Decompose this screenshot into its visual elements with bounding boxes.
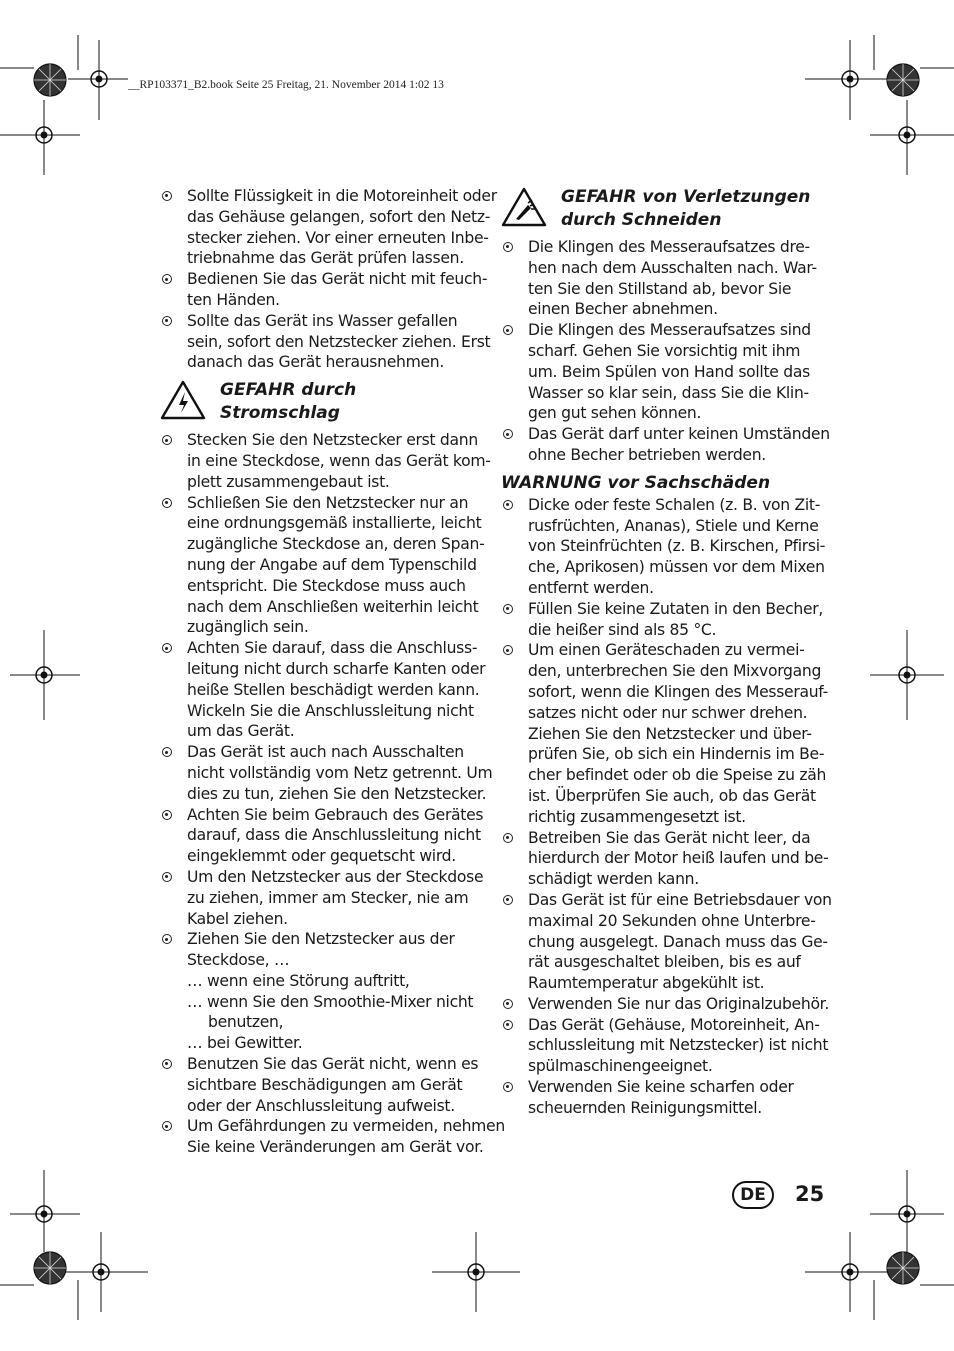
text-line: stecker ziehen. Vor einer erneuten Inbe- bbox=[187, 228, 489, 247]
text-line: Dicke oder feste Schalen (z. B. von Zit- bbox=[528, 495, 821, 514]
list-item bbox=[501, 1015, 829, 1077]
bullet-icon bbox=[162, 498, 172, 508]
text-line: entspricht. Die Steckdose muss auch bbox=[187, 576, 466, 595]
list-item bbox=[160, 1116, 505, 1158]
text-line: Sollte Flüssigkeit in die Motoreinheit oder bbox=[187, 187, 497, 205]
text-line: Wickeln Sie die Anschlussleitung nicht bbox=[187, 701, 474, 720]
text-line: um das Gerät. bbox=[187, 722, 295, 741]
text-line: Stecken Sie den Netzstecker erst dann bbox=[187, 431, 478, 450]
list-item bbox=[160, 638, 485, 742]
text-line: eine ordnungsgemäß installierte, leicht bbox=[187, 514, 482, 533]
text-line: heiße Stellen beschädigt werden kann. bbox=[187, 680, 480, 699]
text-line: ten Sie den Stillstand ab, bevor Sie bbox=[528, 279, 792, 298]
text-line: Ziehen Sie den Netzstecker und über- bbox=[528, 724, 812, 743]
list-item bbox=[160, 493, 485, 639]
text-line: Um einen Geräteschaden zu vermei- bbox=[528, 641, 805, 660]
list-item bbox=[501, 890, 832, 994]
text-line: Das Gerät darf unter keinen Umständen bbox=[528, 425, 830, 444]
text-line: zu ziehen, immer am Stecker, nie am bbox=[187, 888, 469, 907]
text-line: Benutzen Sie das Gerät nicht, wenn es bbox=[187, 1055, 479, 1074]
bullet-icon bbox=[162, 934, 172, 944]
list-item bbox=[160, 805, 485, 867]
text-line: prüfen Sie, ob sich ein Hindernis im Be- bbox=[528, 745, 825, 764]
text-line: ohne Becher betrieben werden. bbox=[528, 445, 766, 464]
text-line: von Steinfrüchten (z. B. Kirschen, Pfirsi- bbox=[528, 537, 826, 556]
text-line: plett zusammengebaut ist. bbox=[187, 472, 390, 491]
list-item bbox=[160, 269, 488, 311]
text-line: Sie keine Veränderungen am Gerät vor. bbox=[187, 1138, 484, 1157]
text-line: dies zu tun, ziehen Sie den Netzstecker. bbox=[187, 784, 487, 803]
text-line: Kabel ziehen. bbox=[187, 909, 288, 928]
right-column bbox=[501, 186, 832, 1119]
bullet-icon bbox=[503, 645, 513, 655]
text-line: Betreiben Sie das Gerät nicht leer, da bbox=[528, 828, 811, 847]
property-damage-heading: WARNUNG vor Sachschäden bbox=[501, 472, 771, 493]
text-line: Achten Sie darauf, dass die Anschluss- bbox=[187, 639, 478, 658]
text-line: Um den Netzstecker aus der Steckdose bbox=[187, 867, 484, 886]
text-line: schlussleitung mit Netzstecker) ist nicht bbox=[528, 1036, 829, 1055]
text-line: in eine Steckdose, wenn das Gerät kom- bbox=[187, 451, 491, 470]
bullet-icon bbox=[503, 325, 513, 335]
text-line: entfernt werden. bbox=[528, 578, 654, 597]
bullet-icon bbox=[162, 1121, 172, 1131]
bullet-icon bbox=[162, 316, 172, 326]
text-line: oder der Anschlussleitung aufweist. bbox=[187, 1096, 455, 1115]
bullet-icon bbox=[503, 833, 513, 843]
text-line: Füllen Sie keine Zutaten in den Becher, bbox=[528, 599, 824, 618]
text-line: hen nach dem Ausschalten nach. War- bbox=[528, 258, 817, 277]
text-line: cher befindet oder ob die Speise zu zäh bbox=[528, 766, 827, 785]
list-item bbox=[501, 828, 829, 890]
text-line: darauf, dass die Anschlussleitung nicht bbox=[187, 826, 481, 845]
bullet-icon bbox=[162, 1059, 172, 1069]
text-line: Wasser so klar sein, dass Sie die Klin- bbox=[528, 383, 809, 402]
print-header: __RP103371_B2.book Seite 25 Freitag, 21. November 2014 1:02 13 bbox=[128, 79, 444, 91]
cut-injury-list bbox=[501, 237, 830, 466]
text-line: danach das Gerät herausnehmen. bbox=[187, 353, 444, 372]
title-line: GEFAHR durch bbox=[220, 380, 357, 401]
text-line: eingeklemmt oder gequetscht wird. bbox=[187, 847, 456, 866]
text-line: zugänglich sein. bbox=[187, 618, 309, 637]
text-line: Um Gefährdungen zu vermeiden, nehmen bbox=[187, 1117, 505, 1136]
list-item bbox=[160, 929, 485, 971]
title-line: Stromschlag bbox=[220, 403, 340, 424]
text-line: rät ausgeschaltet bleiben, bis es auf bbox=[528, 953, 801, 972]
title-line: durch Schneiden bbox=[561, 210, 722, 230]
electric-shock-list bbox=[160, 430, 505, 1158]
property-damage-list bbox=[501, 495, 832, 1119]
text-line: triebnahme das Gerät prüfen lassen. bbox=[187, 249, 464, 268]
list-item bbox=[160, 311, 491, 373]
text-line: ten Händen. bbox=[187, 290, 280, 309]
text-line: Das Gerät ist für eine Betriebsdauer von bbox=[528, 890, 832, 909]
text-line: zugängliche Steckdose an, deren Span- bbox=[187, 535, 485, 554]
high-voltage-warning-icon bbox=[160, 379, 206, 421]
cut-injury-warning-heading bbox=[501, 186, 826, 233]
text-line: hierdurch der Motor heiß laufen und be- bbox=[528, 849, 829, 868]
bullet-icon bbox=[162, 191, 172, 201]
text-line: Raumtemperatur abgekühlt ist. bbox=[528, 974, 765, 993]
bullet-icon bbox=[162, 810, 172, 820]
electric-shock-warning-heading bbox=[160, 379, 485, 426]
bullet-icon bbox=[503, 1020, 513, 1030]
bullet-icon bbox=[503, 1082, 513, 1092]
bullet-icon bbox=[162, 747, 172, 757]
list-item bbox=[501, 320, 826, 424]
bullet-icon bbox=[162, 435, 172, 445]
text-line: Sollte das Gerät ins Wasser gefallen bbox=[187, 311, 458, 330]
text-line: Achten Sie beim Gebrauch des Gerätes bbox=[187, 805, 484, 824]
text-line: nicht vollständig vom Netz getrennt. Um bbox=[187, 763, 493, 782]
list-item bbox=[160, 186, 497, 269]
list-item bbox=[160, 430, 491, 492]
text-line: den, unterbrechen Sie den Mixvorgang bbox=[528, 662, 822, 681]
list-item bbox=[501, 994, 830, 1015]
text-line: einen Becher abnehmen. bbox=[528, 300, 718, 319]
list-item bbox=[501, 237, 826, 320]
text-line: Steckdose, … bbox=[187, 951, 290, 970]
sub-item: … bei Gewitter. bbox=[187, 1034, 303, 1053]
sub-item: … wenn Sie den Smoothie-Mixer nicht bbox=[187, 992, 474, 1011]
list-item bbox=[160, 742, 493, 804]
list-item bbox=[501, 424, 830, 466]
cut-hazard-warning-icon bbox=[501, 186, 547, 228]
text-line: Das Gerät (Gehäuse, Motoreinheit, An- bbox=[528, 1015, 820, 1034]
list-item bbox=[160, 1054, 485, 1116]
text-line: schädigt werden kann. bbox=[528, 870, 699, 889]
bullet-icon bbox=[162, 872, 172, 882]
left-column bbox=[160, 186, 505, 1158]
text-line: gen gut sehen können. bbox=[528, 404, 702, 423]
text-line: nung der Angabe auf dem Typenschild bbox=[187, 555, 477, 574]
text-line: rusfrüchten, Ananas), Stiele und Kerne bbox=[528, 516, 819, 535]
bullet-icon bbox=[503, 895, 513, 905]
list-item bbox=[501, 495, 826, 599]
text-line: nach dem Anschließen weiterhin leicht bbox=[187, 597, 479, 616]
language-badge: DE bbox=[732, 1181, 774, 1209]
bullet-icon bbox=[503, 500, 513, 510]
text-line: Die Klingen des Messeraufsatzes sind bbox=[528, 321, 811, 340]
text-line: Schließen Sie den Netzstecker nur an bbox=[187, 493, 469, 512]
text-line: chung ausgelegt. Danach muss das Ge- bbox=[528, 932, 828, 951]
text-line: ist. Überprüfen Sie auch, ob das Gerät bbox=[528, 786, 816, 805]
general-safety-list bbox=[160, 186, 497, 373]
text-line: sofort, wenn die Klingen des Messerauf- bbox=[528, 682, 828, 701]
warning-title bbox=[220, 379, 485, 425]
bullet-icon bbox=[162, 274, 172, 284]
list-item bbox=[501, 1077, 826, 1119]
text-line: Verwenden Sie nur das Originalzubehör. bbox=[528, 994, 830, 1013]
bullet-icon bbox=[503, 429, 513, 439]
text-line: richtig zusammengesetzt ist. bbox=[528, 807, 746, 826]
text-line: Verwenden Sie keine scharfen oder bbox=[528, 1078, 794, 1097]
bullet-icon bbox=[162, 643, 172, 653]
bullet-icon bbox=[503, 999, 513, 1009]
text-line: um. Beim Spülen von Hand sollte das bbox=[528, 362, 810, 381]
text-line: das Gehäuse gelangen, sofort den Netz- bbox=[187, 207, 491, 226]
text-line: Ziehen Sie den Netzstecker aus der bbox=[187, 930, 455, 949]
list-item bbox=[501, 599, 826, 641]
list-item bbox=[501, 640, 826, 827]
bullet-icon bbox=[503, 604, 513, 614]
list-item bbox=[160, 867, 485, 929]
text-line: Die Klingen des Messeraufsatzes dre- bbox=[528, 238, 810, 256]
text-line: scheuernden Reinigungsmittel. bbox=[528, 1098, 762, 1117]
text-line: maximal 20 Sekunden ohne Unterbre- bbox=[528, 911, 816, 930]
text-line: satzes nicht oder nur schwer drehen. bbox=[528, 703, 808, 722]
title-line: GEFAHR von Verletzungen bbox=[561, 187, 811, 207]
text-line: leitung nicht durch scharfe Kanten oder bbox=[187, 659, 486, 678]
text-line: sichtbare Beschädigungen am Gerät bbox=[187, 1075, 463, 1094]
text-line: sein, sofort den Netzstecker ziehen. Erst bbox=[187, 332, 491, 351]
text-line: scharf. Gehen Sie vorsichtig mit ihm bbox=[528, 341, 801, 360]
text-line: Das Gerät ist auch nach Ausschalten bbox=[187, 743, 464, 762]
text-line: die heißer sind als 85 °C. bbox=[528, 620, 717, 639]
sub-item-continuation: benutzen, bbox=[208, 1013, 284, 1032]
warning-title bbox=[561, 186, 826, 232]
bullet-icon bbox=[503, 242, 513, 252]
text-line: che, Aprikosen) müssen vor dem Mixen bbox=[528, 558, 825, 577]
sub-item: … wenn eine Störung auftritt, bbox=[187, 971, 410, 990]
text-line: Bedienen Sie das Gerät nicht mit feuch- bbox=[187, 270, 488, 289]
text-line: spülmaschinengeeignet. bbox=[528, 1057, 713, 1076]
page-number: 25 bbox=[795, 1182, 825, 1206]
